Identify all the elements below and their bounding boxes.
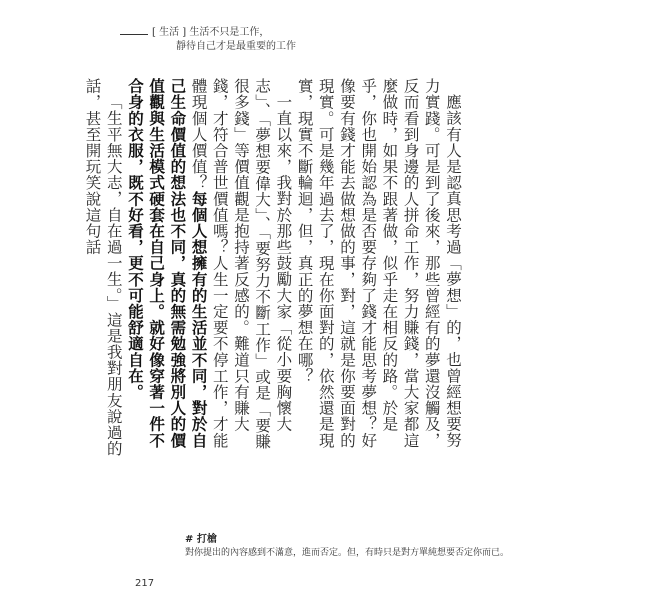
footnote-title: # 打槍 <box>185 534 217 545</box>
paragraph-2-emphasis: 每個人想擁有的生活並不同，對於自己生命價值的想法也不同，真的無需勉強將別人的價值觀與生活模式硬套在自己身上。就好像穿著一件不合身的衣服，既不好看，更不可能舒適自在。 <box>125 78 208 449</box>
footnote-text: 對你提出的內容感到不滿意，進而否定。但，有時只是對方單純想要否定你而已。 <box>185 548 510 558</box>
paragraph-3: 「生平無大志，自在過一生。」這是我對朋友說過的話，甚至開玩笑說這句話 <box>83 78 123 457</box>
paragraph-2-text: 一直以來，我對於那些鼓勵大家「從小要胸懷大志」、「夢想要偉大」、「要努力不斷工作」或是「要賺很多錢」等價值觀是抱持著反感的。難道只有賺大錢，才符合普世價值嗎？人生一定要不停工作，才能體現個人價值？ <box>189 78 293 450</box>
header-rule <box>120 34 148 35</box>
paragraph-1: 應該有人是認真思考過「夢想」的，也曾經想要努力實踐。可是到了後來，那些曾經有的夢還沒觸及，反而看到身邊的人拼命工作，努力賺錢，當大家都這麼做時，如果不跟著做，似乎走在相反的路。於是乎，你也開始認為是否要存夠了錢才能思考夢想？好像要有錢才能去做想做的事，對，這就是你要面對的現實。可是幾年過去了，現在你面對的，依然還是現實，現實不斷輪迴，但，真正的夢想在哪？ <box>295 78 462 449</box>
chapter-tag: [ 生活 ] 生活不只是工作， <box>152 27 270 38</box>
chapter-subtitle: 靜待自己才是最重要的工作 <box>176 41 296 52</box>
page-number: 217 <box>135 578 155 589</box>
vertical-body-text <box>83 78 463 463</box>
paragraph-2 <box>124 78 294 463</box>
